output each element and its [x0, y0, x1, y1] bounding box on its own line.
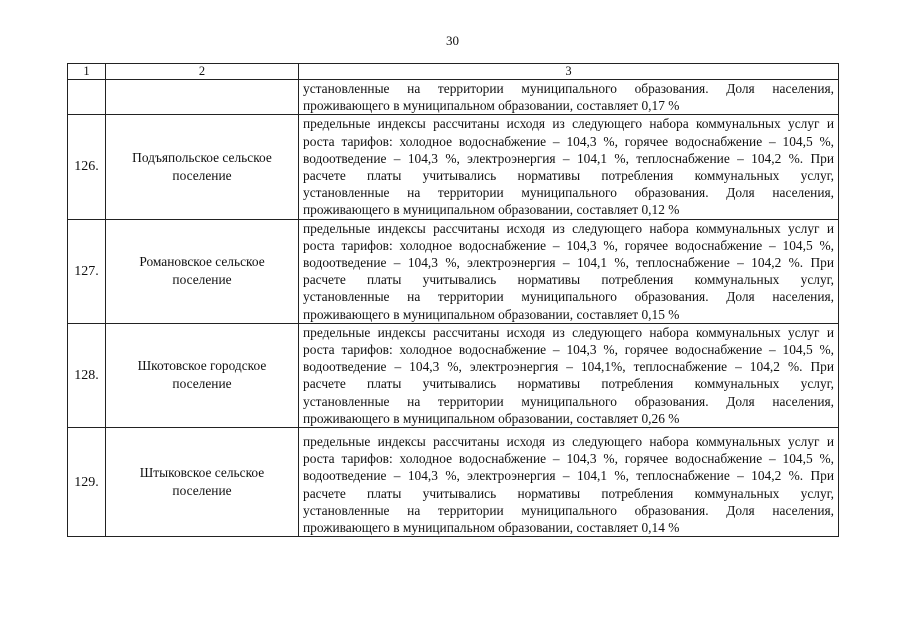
tariff-description [299, 219, 839, 323]
description-line: установленные на территории муниципального образования. Доля населения, [303, 289, 834, 305]
description-line: водоотведение – 104,3 %, электроэнергия – 104,1 %, теплоснабжение – 104,2 %. При [303, 150, 834, 166]
tariff-description [299, 115, 839, 219]
description-line: водоотведение – 104,3 %, электроэнергия – 104,1%, теплоснабжение – 104,2 %. При [303, 359, 834, 375]
description-line: водоотведение – 104,3 %, электроэнергия – 104,1 %, теплоснабжение – 104,2 %. При [303, 468, 834, 484]
row-number [68, 80, 106, 115]
description-line: предельные индексы рассчитаны исходя из следующего набора коммунальных услуг и [303, 220, 834, 236]
description-line: проживающего в муниципальном образовании, составляет 0,12 % [303, 202, 680, 218]
municipality-name: Романовское сельское поселение [106, 219, 299, 323]
description-line: предельные индексы рассчитаны исходя из следующего набора коммунальных услуг и [303, 116, 834, 132]
tariff-table [67, 63, 839, 537]
table-row [68, 323, 839, 427]
description-line: расчете платы учитывались нормативы потребления коммунальных услуг, [303, 485, 834, 501]
table-row [68, 428, 839, 537]
table-header-row [68, 64, 839, 80]
description-line: предельные индексы рассчитаны исходя из следующего набора коммунальных услуг и [303, 434, 834, 450]
description-line: роста тарифов: холодное водоснабжение – 104,3 %, горячее водоснабжение – 104,5 %, [303, 342, 834, 358]
description-line: проживающего в муниципальном образовании, составляет 0,15 % [303, 306, 680, 322]
description-line: установленные на территории муниципального образования. Доля населения, [303, 502, 834, 518]
header-cell-name: 2 [106, 64, 299, 80]
header-cell-number: 1 [68, 64, 106, 80]
table-row [68, 219, 839, 323]
tariff-description [299, 323, 839, 427]
tariff-description [299, 428, 839, 537]
row-number: 129. [68, 428, 106, 537]
description-line: расчете платы учитывались нормативы потребления коммунальных услуг, [303, 272, 834, 288]
description-line: проживающего в муниципальном образовании, составляет 0,14 % [303, 520, 680, 536]
description-line: расчете платы учитывались нормативы потребления коммунальных услуг, [303, 376, 834, 392]
municipality-name: Подъяпольское сельское поселение [106, 115, 299, 219]
header-cell-description: 3 [299, 64, 839, 80]
description-line: роста тарифов: холодное водоснабжение – 104,3 %, горячее водоснабжение – 104,5 %, [303, 133, 834, 149]
description-line: проживающего в муниципальном образовании, составляет 0,17 % [303, 98, 680, 114]
description-line: расчете платы учитывались нормативы потребления коммунальных услуг, [303, 168, 834, 184]
municipality-name: Штыковское сельское поселение [106, 428, 299, 537]
description-line: предельные индексы рассчитаны исходя из следующего набора коммунальных услуг и [303, 324, 834, 340]
table-row [68, 115, 839, 219]
municipality-name [106, 80, 299, 115]
description-line: установленные на территории муниципального образования. Доля населения, [303, 81, 834, 96]
description-line: установленные на территории муниципального образования. Доля населения, [303, 185, 834, 201]
page-number: 30 [446, 33, 459, 48]
description-line: проживающего в муниципальном образовании, составляет 0,26 % [303, 410, 680, 426]
row-number: 128. [68, 323, 106, 427]
description-line: роста тарифов: холодное водоснабжение – 104,3 %, горячее водоснабжение – 104,5 %, [303, 237, 834, 253]
row-number: 127. [68, 219, 106, 323]
municipality-name: Шкотовское городское поселение [106, 323, 299, 427]
tariff-description [299, 80, 839, 115]
description-line: водоотведение – 104,3 %, электроэнергия – 104,1 %, теплоснабжение – 104,2 %. При [303, 255, 834, 271]
description-line: установленные на территории муниципального образования. Доля населения, [303, 393, 834, 409]
row-number: 126. [68, 115, 106, 219]
description-line: роста тарифов: холодное водоснабжение – 104,3 %, горячее водоснабжение – 104,5 %, [303, 451, 834, 467]
table-row [68, 80, 839, 115]
